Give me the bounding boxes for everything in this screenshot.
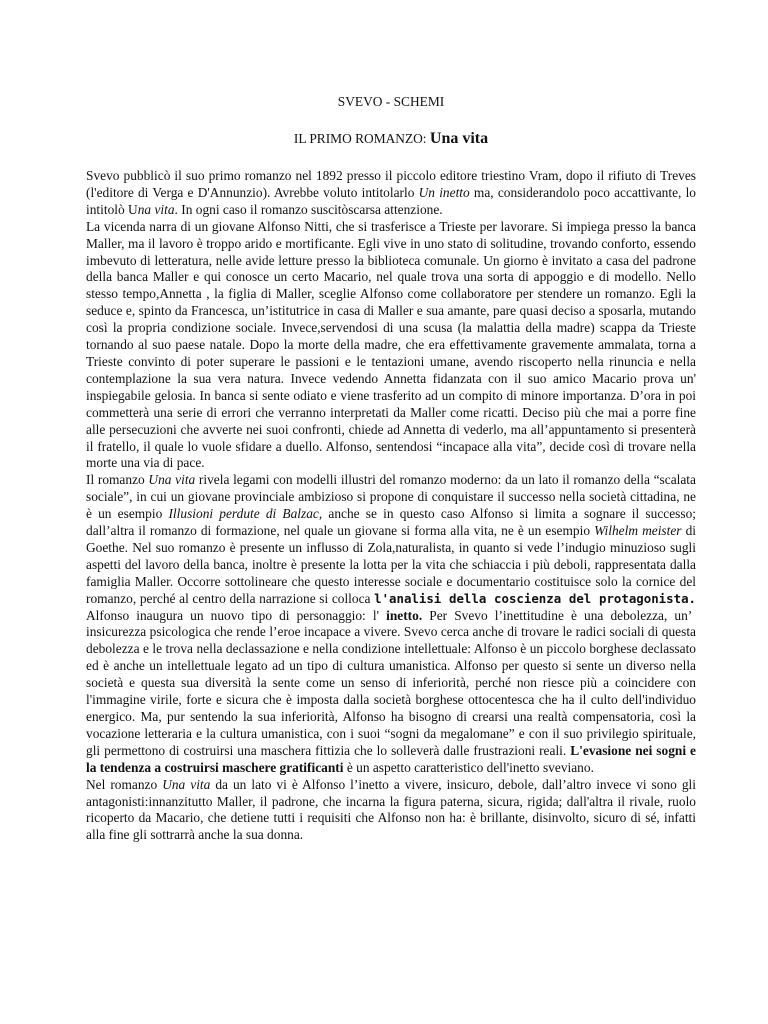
paragraph-antagonists — [86, 777, 696, 845]
bold-emphasis: l'analisi della coscienza del protagonista. — [374, 590, 696, 606]
document-title: SVEVO - SCHEMI — [337, 94, 445, 109]
paragraph-plot: La vicenda narra di un giovane Alfonso Nitti, che si trasferisce a Trieste per lavorare. Si impiega presso la banca Maller, ma il lavoro è troppo arido e mortificante. Egli vive in uno stato di solitudine, trovando conforto, essendo imbevuto di letteratura, nelle avide letture presso la biblioteca comunale. Un giorno è invitato a casa del padrone della banca Maller e qui conosce un certo Macario, nel quale trova una sorta di appoggio e di modello. Nello stesso tempo,Annetta , la figlia di Maller, sceglie Alfonso come collaboratore per stendere un romanzo. Egli la seduce e, spinto da Francesca, un’istitutrice in casa di Maller e sua amante, pare quasi deciso a sposarla, mutando così la propria condizione sociale. Invece,servendosi di una scusa (la malattia della madre) scappa da Trieste tornando al suo paese natale. Dopo la morte della madre, che era effettivamente gravemente ammalata, torna a Trieste convinto di poter superare le passioni e le tentazioni umane, avendo riscoperto nella rinuncia e nella contemplazione la sua vera natura. Invece vedendo Annetta fidanzata con il suo amico Macario prova un' inspiegabile gelosia. In banca si sente odiato e viene trasferito ad un compito di minore importanza. D’ora in poi commetterà una serie di errori che verranno interpretati da Maller come ricatti. Deciso più che mai a porre fine alle persecuzioni che avverte nei suoi confronti, chiede ad Annetta di vederlo, ma all’appuntamento si presenterà il fratello, il quale lo vuole sfidare a duello. Alfonso, sentendosi “incapace alla vita”, decide così di trovare nella morte una via di pace. — [86, 218, 696, 471]
subtitle-work-title: Una vita — [429, 130, 489, 147]
text-run: ma, considerandolo poco accattivante, lo intitolò U — [86, 184, 696, 217]
bold-emphasis: inetto. — [386, 607, 423, 623]
subtitle-prefix: IL PRIMO ROMANZO: — [293, 131, 430, 146]
italic-work-title: Illusioni perdute di Balzac — [168, 506, 319, 522]
paragraph-models — [86, 472, 696, 776]
bold-emphasis: L'evasione nei sogni e la tendenza a costruirsi maschere gratificanti — [86, 742, 696, 775]
italic-work-title: Una vita — [148, 472, 196, 488]
text-run: Nel romanzo — [86, 776, 163, 792]
paragraph-publication — [86, 168, 696, 219]
document-subtitle — [86, 131, 696, 153]
text-run: . In ogni caso il romanzo suscitòscarsa attenzione. — [174, 201, 443, 217]
text-run: Svevo pubblicò il suo primo romanzo nel 1892 presso il piccolo editore triestino Vram, dopo il rifiuto di Treves (l'editore di Verga e D'Annunzio). Avrebbe voluto intitolarlo — [86, 168, 696, 200]
italic-work-title: Un inetto — [418, 184, 470, 200]
text-run: di Goethe. Nel suo romanzo è presente un influsso di Zola,naturalista, in quanto si vede l’indugio minuzioso sugli aspetti del lavoro della banca, inoltre è presente la lotta per la vita che schiaccia i più deboli, rappresentata dalla famiglia Maller. Occorre sottolineare che questo interesse sociale e documentario costituisce solo la cornice del romanzo, perché al centro della narrazione si colloca — [86, 523, 696, 606]
italic-work-title: na vita — [137, 201, 175, 217]
document-body — [86, 168, 696, 844]
document-page — [86, 94, 696, 844]
text-run: da un lato vi è Alfonso l’inetto a vivere, insicuro, debole, dall’altro invece vi sono gli antagonisti:innanzitutto Maller, il padrone, che incarna la figura paterna, sicura, rigida; dall'altra il rivale, ruolo ricoperto da Macario, che detiene tutti i requisiti che Alfonso non ha: è brillante, disinvolto, sicuro di sé, infatti alla fine gli sottrarrà anche la sua donna. — [86, 776, 696, 843]
italic-work-title: Wilhelm meister — [594, 523, 682, 539]
text-run: Il romanzo — [86, 472, 149, 488]
text-run: Per Svevo l’inettitudine è una debolezza, un’ insicurezza psicologica che rende l’eroe incapace a vivere. Svevo cerca anche di trovare le radici sociali di questa debolezza e le trova nella declassazione e nella condizione intellettuale: Alfonso è un piccolo borghese declassato ed è anche un intellettuale legato ad un tipo di cultura umanistica. Alfonso per questo si sente un diverso nella società e questa sua diversità la sente come un senso di inferiorità, perché non riesce più a coincidere con l'immagine virile, forte e sicura che è imposta dalla società borghese ottocentesca che ha il culto dell'individuo energico. Ma, pur sentendo la sua inferiorità, Alfonso ha bisogno di crearsi una realtà compensatoria, così la vocazione letteraria e la cultura umanistica, con i suoi “sogni da megalomane” e con il suo privilegio spirituale, gli permettono di costruirsi una maschera fittizia che lo solleverà dalle frustrazioni reali. — [86, 607, 696, 758]
text-run: rivela legami con modelli illustri del romanzo moderno: da un lato il romanzo della “scalata sociale”, in cui un giovane provinciale ambizioso si propone di conquistare il successo nella società cittadina, ne è un esempio — [86, 472, 696, 522]
text-run: , anche se in questo caso Alfonso si limita a sognare il successo; dall’altra il romanzo di formazione, nel quale un giovane si forma alla vita, ne è un esempio — [86, 506, 696, 539]
text-run: è un aspetto caratteristico dell'inetto sveviano. — [343, 759, 594, 775]
text-run: Alfonso inaugura un nuovo tipo di personaggio: l' — [86, 607, 387, 623]
italic-work-title: Una vita — [162, 776, 211, 792]
